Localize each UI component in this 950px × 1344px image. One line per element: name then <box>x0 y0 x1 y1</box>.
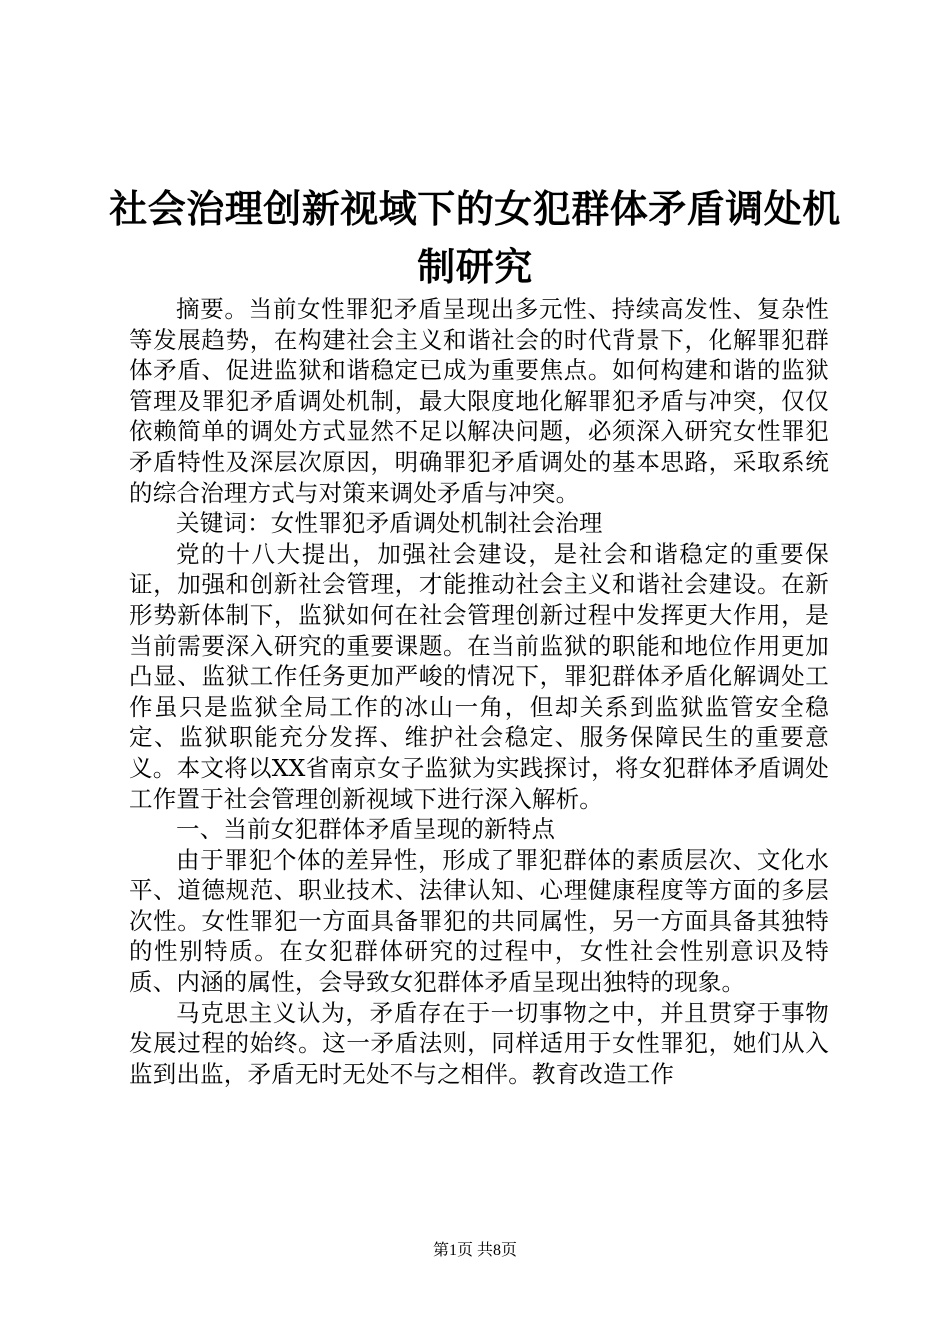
page-footer: 第1页 共8页 <box>432 1242 517 1259</box>
body-paragraph: 由于罪犯个体的差异性，形成了罪犯群体的素质层次、文化水平、道德规范、职业技术、法律认知、心理健康程度等方面的多层次性。女性罪犯一方面具备罪犯的共同属性，另一方面具备其独特的性别特质。在女犯群体研究的过程中，女性社会性别意识及特质、内涵的属性，会导致女犯群体矛盾呈现出独特的现象。 <box>129 845 829 997</box>
abstract-paragraph: 摘要。当前女性罪犯矛盾呈现出多元性、持续高发性、复杂性等发展趋势，在构建社会主义和谐社会的时代背景下，化解罪犯群体矛盾、促进监狱和谐稳定已成为重要焦点。如何构建和谐的监狱管理及罪犯矛盾调处机制，最大限度地化解罪犯矛盾与冲突，仅仅依赖简单的调处方式显然不足以解决问题，必须深入研究女性罪犯矛盾特性及深层次原因，明确罪犯矛盾调处的基本思路，采取系统的综合治理方式与对策来调处矛盾与冲突。 <box>129 295 829 507</box>
document-title: 社会治理创新视域下的女犯群体矛盾调处机制研究 <box>109 186 841 289</box>
document-body <box>129 294 829 1089</box>
section-heading: 一、当前女犯群体矛盾呈现的新特点 <box>176 815 556 844</box>
intro-paragraph: 党的十八大提出，加强社会建设，是社会和谐稳定的重要保证，加强和创新社会管理，才能推动社会主义和谐社会建设。在新形势新体制下，监狱如何在社会管理创新过程中发挥更大作用，是当前需要深入研究的重要课题。在当前监狱的职能和地位作用更加凸显、监狱工作任务更加严峻的情况下，罪犯群体矛盾化解调处工作虽只是监狱全局工作的冰山一角，但却关系到监狱监管安全稳定、监狱职能充分发挥、维护社会稳定、服务保障民生的重要意义。本文将以XX省南京女子监狱为实践探讨，将女犯群体矛盾调处工作置于社会管理创新视域下进行深入解析。 <box>129 539 829 813</box>
keywords-paragraph: 关键词：女性罪犯矛盾调处机制社会治理 <box>176 509 603 538</box>
body-paragraph: 马克思主义认为，矛盾存在于一切事物之中，并且贯穿于事物发展过程的始终。这一矛盾法则，同样适用于女性罪犯，她们从入监到出监，矛盾无时无处不与之相伴。教育改造工作 <box>129 998 829 1088</box>
